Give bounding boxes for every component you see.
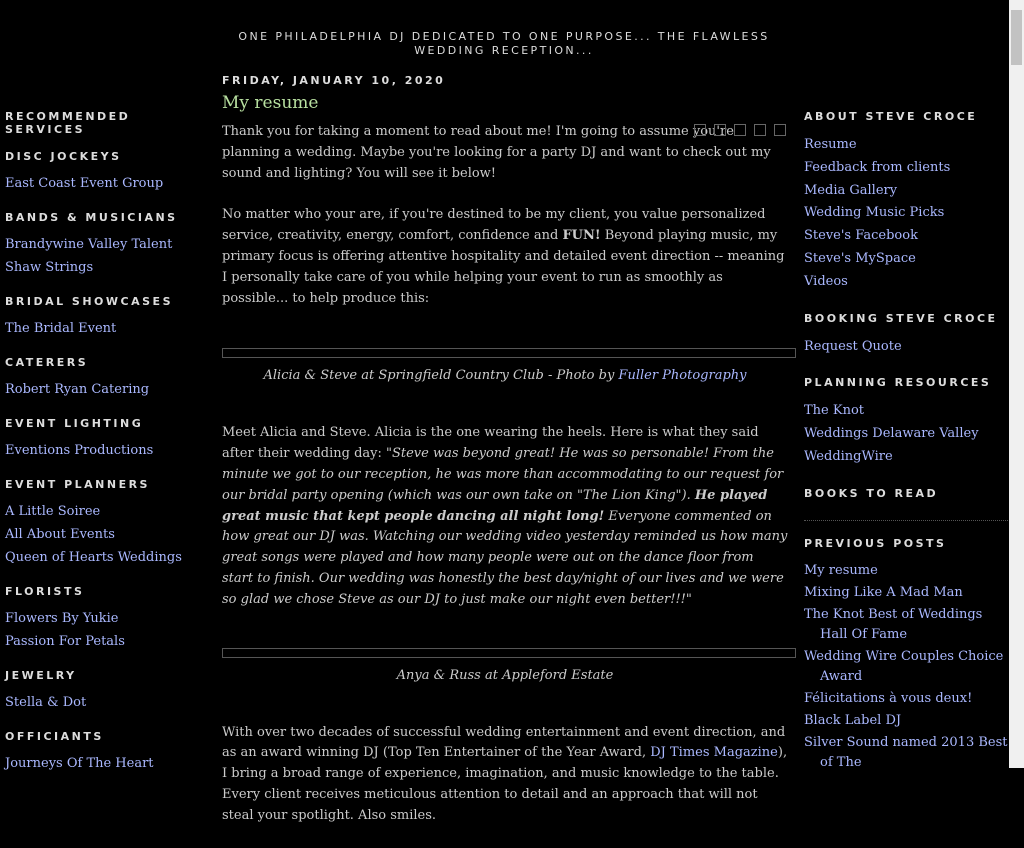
previous-post-link[interactable]: The Knot Best of Weddings Hall Of Fame xyxy=(804,606,983,642)
service-link[interactable]: The Bridal Event xyxy=(5,321,117,336)
category-heading: OFFICIANTS xyxy=(5,730,104,743)
service-category xyxy=(5,211,210,279)
category-heading: EVENT LIGHTING xyxy=(5,417,144,430)
service-category xyxy=(5,417,210,462)
intro-text: Thank you for taking a moment to read about me! I'm going to assume you're planning a wedding. Maybe you're looking for a party DJ and want to check out my sound and lighting? You will see it below! xyxy=(222,124,771,181)
values-text-b: Beyond playing music, my primary focus is offering attentive hospitality and detailed event direction -- meaning I personally take care of you while helping your event to run as smoothly as possible... to help produce this: xyxy=(222,228,785,306)
values-text-a: No matter who your are, if you're destined to be my client, you value personalized service, creativity, energy, comfort, confidence and xyxy=(222,207,766,244)
fuller-photography-link[interactable]: Fuller Photography xyxy=(618,368,747,384)
category-heading: BANDS & MUSICIANS xyxy=(5,211,178,224)
planning-link[interactable]: WeddingWire xyxy=(804,448,893,464)
previous-post-link[interactable]: Wedding Wire Couples Choice Award xyxy=(804,648,1004,684)
wedding-photo-alicia-steve xyxy=(222,348,796,358)
service-categories xyxy=(5,150,210,775)
wedding-photo-anya-russ xyxy=(222,648,796,658)
booking-section xyxy=(804,312,1010,359)
service-link[interactable]: Robert Ryan Catering xyxy=(5,382,150,397)
books-heading: BOOKS TO READ xyxy=(804,486,939,500)
service-link[interactable]: All About Events xyxy=(5,527,115,542)
email-share-icon[interactable] xyxy=(694,124,706,136)
about-links xyxy=(804,134,1010,294)
service-link[interactable]: Journeys Of The Heart xyxy=(5,756,154,771)
category-heading: BRIDAL SHOWCASES xyxy=(5,295,173,308)
post-paragraph-testimonial xyxy=(222,423,788,610)
about-link[interactable]: Steve's Facebook xyxy=(804,228,918,244)
caption-1-text: Alicia & Steve at Springfield Country Club - Photo by xyxy=(263,368,619,384)
previous-post-link[interactable]: Silver Sound named 2013 Best of The xyxy=(804,734,1008,770)
post-paragraph-experience xyxy=(222,723,788,827)
service-category xyxy=(5,669,210,714)
service-link[interactable]: Passion For Petals xyxy=(5,634,125,649)
share-icons xyxy=(694,124,786,136)
about-link[interactable]: Feedback from clients xyxy=(804,159,951,175)
previous-post-link[interactable]: Mixing Like A Mad Man xyxy=(804,584,963,600)
previous-post-link[interactable]: Black Label DJ xyxy=(804,712,902,728)
blog-tagline: ONE PHILADELPHIA DJ DEDICATED TO ONE PURPOSE... THE FLAWLESS WEDDING RECEPTION... xyxy=(238,30,770,57)
blog-share-icon[interactable] xyxy=(714,124,726,136)
service-category xyxy=(5,295,210,340)
post-title[interactable]: My resume xyxy=(222,93,319,113)
booking-heading: BOOKING STEVE CROCE xyxy=(804,311,998,325)
previous-posts-links xyxy=(804,561,1010,773)
experience-text-a: With over two decades of successful wedding entertainment and event direction, and as an award winning DJ (Top Ten Entertainer of the Year Award, xyxy=(222,724,786,761)
category-heading: DISC JOCKEYS xyxy=(5,150,122,163)
service-link[interactable]: A Little Soiree xyxy=(5,504,101,519)
divider xyxy=(804,520,1010,521)
photo-caption-1 xyxy=(222,368,788,383)
booking-link[interactable]: Request Quote xyxy=(804,338,902,354)
service-link[interactable]: Queen of Hearts Weddings xyxy=(5,550,182,565)
service-link[interactable]: Eventions Productions xyxy=(5,443,154,458)
planning-link[interactable]: Weddings Delaware Valley xyxy=(804,426,979,442)
planning-heading: PLANNING RESOURCES xyxy=(804,376,992,390)
testimonial-bold: He played great music that kept people dancing all night long! xyxy=(222,487,768,524)
recommended-services-heading: RECOMMENDED SERVICES xyxy=(5,110,131,136)
service-category xyxy=(5,585,210,653)
category-heading: CATERERS xyxy=(5,356,89,369)
planning-links xyxy=(804,400,1010,468)
about-link[interactable]: Wedding Music Picks xyxy=(804,205,945,221)
service-category xyxy=(5,478,210,569)
about-link[interactable]: Resume xyxy=(804,137,857,152)
pinterest-share-icon[interactable] xyxy=(774,124,786,136)
service-link[interactable]: Brandywine Valley Talent xyxy=(5,237,173,252)
post-paragraph-values xyxy=(222,205,788,309)
experience-text-b: ), I bring a broad range of experience, imagination, and music knowledge to the table. Every client receives meticulous attention to detail and an approach that will not steal your spotlight. Also smiles. xyxy=(222,745,788,823)
previous-posts-section xyxy=(804,537,1010,773)
about-link[interactable]: Videos xyxy=(804,273,848,289)
planning-link[interactable]: The Knot xyxy=(804,403,865,419)
service-category xyxy=(5,356,210,401)
left-sidebar xyxy=(5,110,210,791)
about-heading: ABOUT STEVE CROCE xyxy=(804,110,978,123)
service-link[interactable]: Shaw Strings xyxy=(5,260,94,275)
scrollbar-thumb[interactable] xyxy=(1011,10,1022,65)
about-section xyxy=(804,110,1010,294)
previous-post-link[interactable]: Félicitations à vous deux! xyxy=(804,690,973,706)
fun-bold: FUN! xyxy=(562,228,601,244)
about-link[interactable]: Steve's MySpace xyxy=(804,250,916,266)
right-sidebar xyxy=(804,110,1010,791)
category-heading: JEWELRY xyxy=(5,669,77,682)
testimonial-quote-b: Everyone commented on how great our DJ was. Watching our wedding video yesterday reminded us how many great songs were played and how many people were out on the dance floor from start to finish. Our wedding was honestly the best day/night of our lives and we were so glad we chose Steve as our DJ to just make our night even better!!!" xyxy=(222,508,788,607)
photo-caption-2: Anya & Russ at Appleford Estate xyxy=(396,667,614,683)
service-category xyxy=(5,730,210,775)
previous-post-link[interactable]: My resume xyxy=(804,562,878,578)
testimonial-quote-a: "Steve was beyond great! He was so personable! From the minute we got to our reception, he was more than accommodating to our request for our bridal party opening (which was our own take on "The Lion King"). xyxy=(222,446,784,503)
service-link[interactable]: Flowers By Yukie xyxy=(5,611,119,626)
planning-section xyxy=(804,376,1010,468)
books-section xyxy=(804,487,1010,500)
service-link[interactable]: East Coast Event Group xyxy=(5,176,164,191)
facebook-share-icon[interactable] xyxy=(754,124,766,136)
scrollbar[interactable] xyxy=(1009,0,1024,768)
post-date: FRIDAY, JANUARY 10, 2020 xyxy=(222,74,446,87)
about-link[interactable]: Media Gallery xyxy=(804,182,898,198)
previous-posts-heading: PREVIOUS POSTS xyxy=(804,536,947,550)
category-heading: EVENT PLANNERS xyxy=(5,478,150,491)
post xyxy=(222,74,788,848)
booking-links xyxy=(804,336,1010,359)
service-category xyxy=(5,150,210,195)
service-link[interactable]: Stella & Dot xyxy=(5,695,87,710)
testimonial-intro: Meet Alicia and Steve. Alicia is the one wearing the heels. Here is what they said after their wedding day: xyxy=(222,425,759,462)
twitter-share-icon[interactable] xyxy=(734,124,746,136)
dj-times-magazine-link[interactable]: DJ Times Magazine xyxy=(650,745,778,761)
category-heading: FLORISTS xyxy=(5,585,85,598)
